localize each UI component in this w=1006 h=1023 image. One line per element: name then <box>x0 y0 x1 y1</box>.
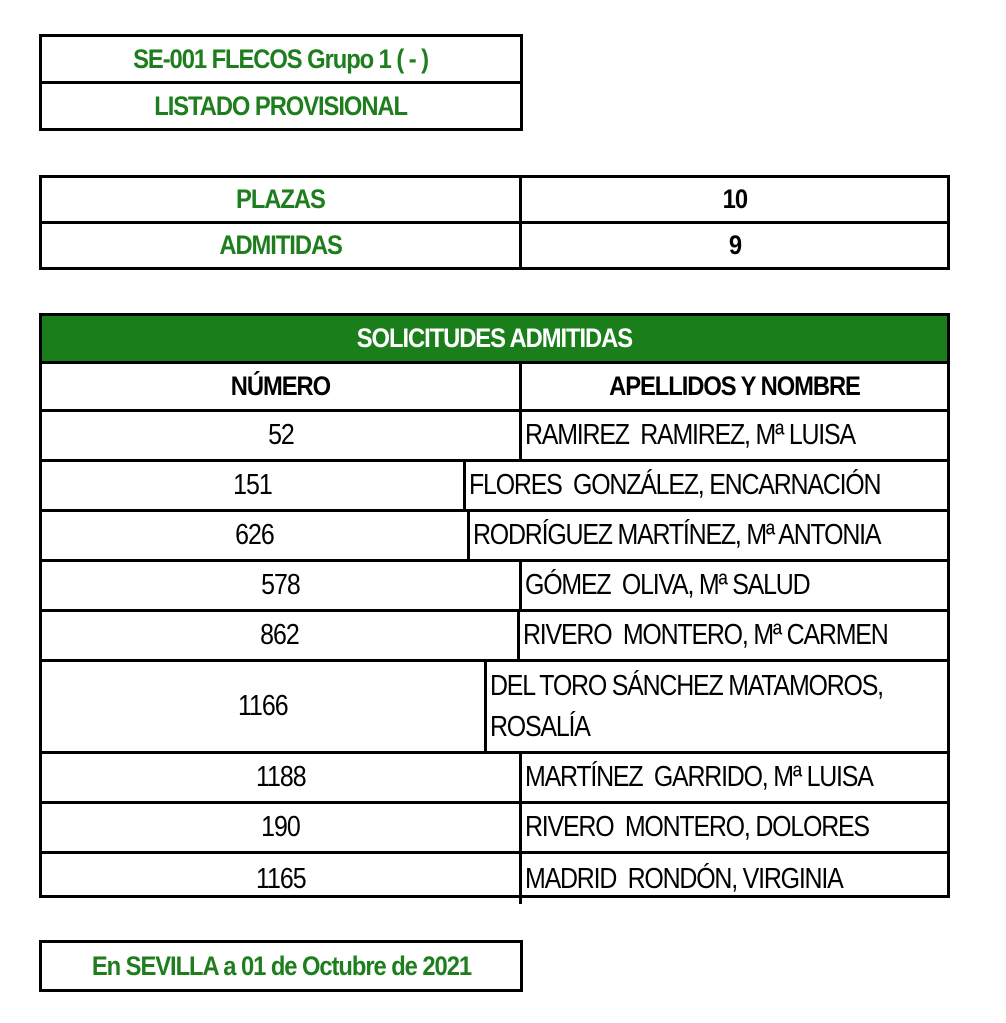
table-body <box>42 412 947 904</box>
numero-value: 52 <box>267 419 294 451</box>
cell-numero <box>42 512 470 559</box>
numero-value: 1166 <box>238 690 288 722</box>
nombre-value: RIVERO MONTERO, DOLORES <box>525 811 869 843</box>
cell-nombre <box>522 562 947 609</box>
column-header-nombre-label: APELLIDOS Y NOMBRE <box>609 371 860 401</box>
column-header-nombre <box>522 364 947 409</box>
table-column-header-row <box>42 364 947 412</box>
nombre-value: MADRID RONDÓN, VIRGINIA <box>525 862 843 895</box>
stats-block <box>39 175 950 270</box>
table-row <box>42 804 947 854</box>
table-row <box>42 662 947 754</box>
numero-value: 151 <box>233 469 272 501</box>
cell-nombre <box>522 412 947 459</box>
table-row <box>42 754 947 804</box>
column-header-numero <box>42 364 522 409</box>
table-row <box>42 612 947 662</box>
cell-nombre <box>522 754 947 801</box>
nombre-value: MARTÍNEZ GARRIDO, Mª LUISA <box>525 761 873 793</box>
cell-numero <box>42 804 522 851</box>
numero-value: 1165 <box>255 862 306 895</box>
numero-value: 578 <box>261 569 300 601</box>
admitidas-row <box>42 224 947 267</box>
cell-numero <box>42 562 522 609</box>
cell-nombre <box>522 854 947 904</box>
plazas-row <box>42 178 947 224</box>
table-row <box>42 512 947 562</box>
cell-nombre <box>470 512 947 559</box>
admitidas-label: ADMITIDAS <box>219 230 342 260</box>
numero-value: 190 <box>261 811 300 843</box>
solicitudes-table <box>39 313 950 898</box>
numero-value: 1188 <box>255 761 306 793</box>
numero-value: 862 <box>260 619 299 651</box>
cell-numero <box>42 612 520 659</box>
nombre-value: RIVERO MONTERO, Mª CARMEN <box>523 619 888 651</box>
admitidas-value-cell <box>522 224 947 267</box>
nombre-value: RAMIREZ RAMIREZ, Mª LUISA <box>525 419 855 451</box>
cell-numero <box>42 412 522 459</box>
plazas-value: 10 <box>722 184 747 214</box>
nombre-value: RODRÍGUEZ MARTÍNEZ, Mª ANTONIA <box>473 519 881 551</box>
plazas-label: PLAZAS <box>236 184 325 214</box>
cell-numero <box>42 462 466 509</box>
table-title: SOLICITUDES ADMITIDAS <box>356 323 633 353</box>
cell-nombre <box>487 662 947 751</box>
subtitle-row <box>42 84 520 128</box>
numero-value: 626 <box>235 519 274 551</box>
nombre-value: DEL TORO SÁNCHEZ MATAMOROS, ROSALÍA <box>490 669 884 743</box>
footer-block <box>39 940 523 992</box>
cell-nombre <box>466 462 947 509</box>
plazas-label-cell <box>42 178 522 221</box>
title-block <box>39 34 523 131</box>
cell-nombre <box>520 612 947 659</box>
cell-nombre <box>522 804 947 851</box>
column-header-numero-label: NÚMERO <box>230 371 331 401</box>
nombre-value: FLORES GONZÁLEZ, ENCARNACIÓN <box>468 469 881 501</box>
table-row <box>42 412 947 462</box>
table-row <box>42 462 947 512</box>
table-row <box>42 562 947 612</box>
admitidas-value: 9 <box>728 230 741 260</box>
document-subtitle: LISTADO PROVISIONAL <box>154 90 408 121</box>
table-title-bar <box>42 316 947 364</box>
document-title: SE-001 FLECOS Grupo 1 ( - ) <box>133 43 429 74</box>
table-row <box>42 854 947 904</box>
admitidas-label-cell <box>42 224 522 267</box>
cell-numero <box>42 854 522 904</box>
cell-numero <box>42 754 522 801</box>
title-row <box>42 37 520 84</box>
footer-date-text: En SEVILLA a 01 de Octubre de 2021 <box>91 950 471 981</box>
nombre-value: GÓMEZ OLIVA, Mª SALUD <box>525 569 810 601</box>
plazas-value-cell <box>522 178 947 221</box>
cell-numero <box>42 662 487 751</box>
